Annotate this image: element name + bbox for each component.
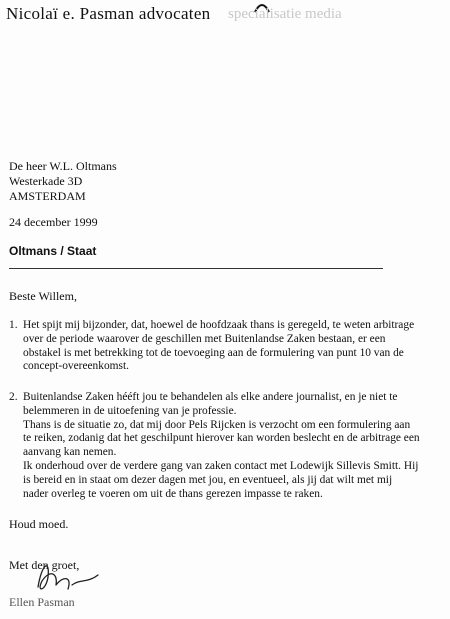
recipient-address (9, 159, 117, 204)
paragraph-line: Thans is de situatie zo, dat mij door Pels Rijcken is verzocht om een formulering aan (23, 418, 411, 431)
recipient-street: Westerkade 3D (9, 174, 83, 188)
paragraph-line: belemmeren in de uitoefening van je professie. (23, 404, 237, 417)
subject-divider (9, 268, 383, 269)
paragraph-line: Buitenlandse Zaken hééft jou te behandelen als elke andere journalist, en je niet te (23, 391, 398, 403)
closing-greeting: Met den groet, (9, 558, 80, 572)
paragraph-line: Het spijt mij bijzonder, dat, hoewel de hoofdzaak thans is geregeld, te weten arbitrage (23, 319, 415, 331)
letterhead-firm-name: Nicolaï e. Pasman advocaten (6, 4, 211, 23)
paragraph-line: Ik onderhoud over de verdere gang van zaken contact met Lodewijk Sillevis Smitt. Hij (23, 459, 419, 472)
letter-date: 24 december 1999 (9, 215, 98, 229)
paragraph-line: concept-overeenkomst. (23, 360, 129, 373)
recipient-name: De heer W.L. Oltmans (9, 159, 117, 173)
paragraph-number: 1. (9, 319, 18, 331)
paragraph-number: 2. (9, 391, 18, 403)
closing-remark: Houd moed. (9, 517, 69, 531)
salutation: Beste Willem, (9, 289, 77, 303)
paragraph-line: aanvang kan nemen. (23, 446, 117, 459)
paragraph-line: is bereid en in staat om dezer dagen met jou, en eventueel, als jij dat wilt met mij (23, 473, 393, 486)
paragraph-body (23, 319, 450, 374)
signatory-name: Ellen Pasman (9, 595, 75, 609)
paragraph-line: over de periode waarover de geschillen met Buitenlandse Zaken bestaan, er een (23, 332, 386, 345)
paragraph-line: nader overleg te voeren om uit de thans gerezen impasse te raken. (23, 487, 323, 500)
paragraph-line: te reiken, zodanig dat het geschilpunt hierover kan worden beslecht en de arbitrage een (23, 432, 420, 445)
paragraph-body (23, 391, 450, 501)
paragraph-line: obstakel is met betrekking tot de toevoeging aan de formulering van punt 10 van de (23, 346, 404, 359)
letterhead-specialism: specialisatie media (228, 6, 342, 22)
recipient-city: AMSTERDAM (9, 189, 86, 203)
handwritten-signature (28, 555, 108, 597)
letter-subject: Oltmans / Staat (9, 244, 97, 258)
